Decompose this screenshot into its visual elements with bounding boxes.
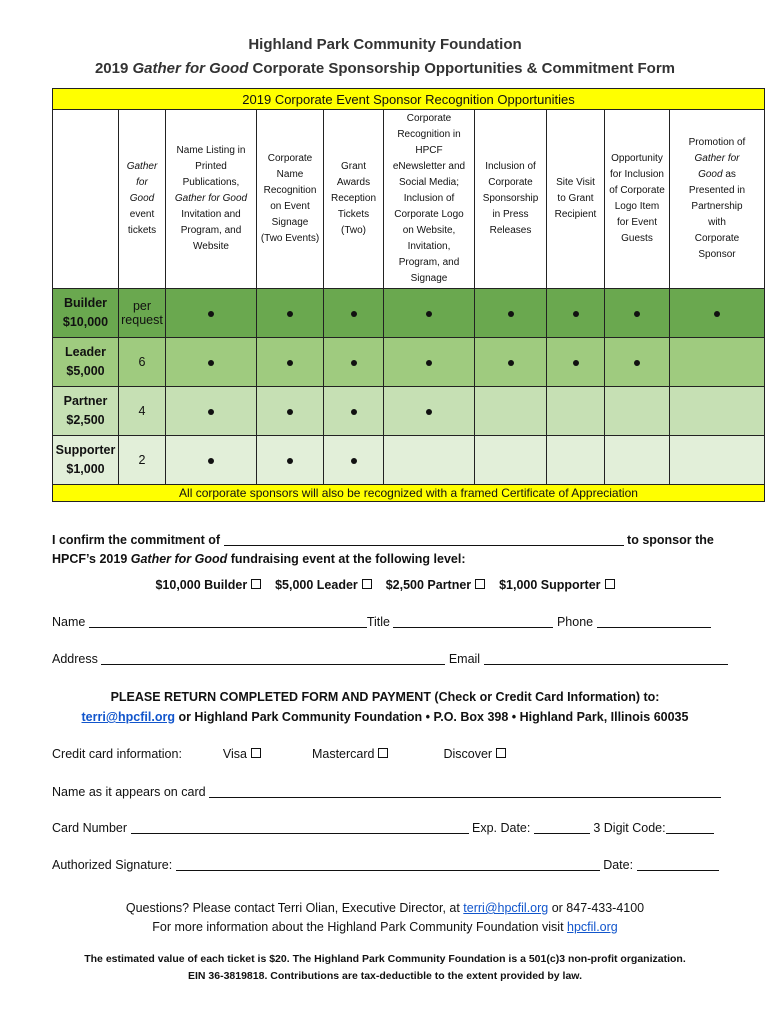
- card-number-field[interactable]: [131, 822, 469, 834]
- table-banner: 2019 Corporate Event Sponsor Recognition Opportunities: [53, 89, 765, 110]
- row-tickets: 2: [119, 436, 166, 485]
- benefit-dot: [287, 458, 293, 464]
- tax-note-1: The estimated value of each ticket is $20. The Highland Park Community Foundation is a 501(c)3 non-profit organization.: [84, 953, 686, 965]
- benefit-dot: [426, 409, 432, 415]
- row-tickets: 6: [119, 338, 166, 387]
- leader-checkbox[interactable]: [362, 579, 372, 589]
- benefit-dot: [208, 409, 214, 415]
- table-row: [53, 289, 765, 338]
- questions-line: Questions? Please contact Terri Olian, Executive Director, at terri@hpcfil.org or 847-433-4100: [125, 901, 645, 915]
- benefit-dot: [351, 458, 357, 464]
- col-header-signage: Corporate Name Recognition on Event Signage (Two Events): [257, 110, 324, 289]
- benefit-dot: [208, 458, 214, 464]
- title-field[interactable]: [393, 616, 553, 628]
- website-link[interactable]: hpcfil.org: [567, 920, 618, 934]
- exp-date-field[interactable]: [534, 822, 590, 834]
- row-level: Supporter $1,000: [53, 436, 119, 485]
- credit-card-row: Credit card information: Visa Mastercard Discover: [52, 747, 742, 761]
- benefit-dot: [208, 311, 214, 317]
- address-field[interactable]: [101, 653, 445, 665]
- row-level: Builder $10,000: [53, 289, 119, 338]
- benefit-dot: [287, 311, 293, 317]
- tax-note-2: EIN 36-3819818. Contributions are tax-deductible to the extent provided by law.: [187, 970, 583, 982]
- benefit-dot: [634, 311, 640, 317]
- col-header-enewsletter: Corporate Recognition in HPCF eNewsletter and Social Media; Inclusion of Corporate Logo on Website, Invitation, Program, and Signage: [384, 110, 475, 289]
- col-header-promotion: Promotion of Gather for Good as Presented in Partnership with Corporate Sponsor: [670, 110, 765, 289]
- commitment-line: I confirm the commitment of to sponsor the: [52, 533, 714, 547]
- benefit-dot: [351, 409, 357, 415]
- benefit-dot: [208, 360, 214, 366]
- address-row: Address Email: [52, 652, 742, 666]
- benefit-dot: [287, 409, 293, 415]
- col-header-site-visit: Site Visit to Grant Recipient: [547, 110, 605, 289]
- benefit-dot: [287, 360, 293, 366]
- benefit-dot: [573, 311, 579, 317]
- col-header-name-listing: Name Listing in Printed Publications, Gather for Good Invitation and Program, and Website: [166, 110, 257, 289]
- row-level: Partner $2,500: [53, 387, 119, 436]
- builder-checkbox[interactable]: [251, 579, 261, 589]
- signature-row: Authorized Signature: Date:: [52, 858, 742, 872]
- email-field[interactable]: [484, 653, 728, 665]
- row-tickets: per request: [119, 289, 166, 338]
- col-header-press: Inclusion of Corporate Sponsorship in Press Releases: [475, 110, 547, 289]
- col-header-logo-item: Opportunity for Inclusion of Corporate Logo Item for Event Guests: [605, 110, 670, 289]
- org-title: Highland Park Community Foundation: [248, 36, 522, 53]
- col-header-tickets: Gather for Good event tickets: [119, 110, 166, 289]
- row-tickets: 4: [119, 387, 166, 436]
- benefit-dot: [351, 360, 357, 366]
- discover-checkbox[interactable]: [496, 748, 506, 758]
- contact-email-link[interactable]: terri@hpcfil.org: [463, 901, 549, 915]
- col-header-grant-tickets: Grant Awards Reception Tickets (Two): [324, 110, 384, 289]
- benefit-dot: [634, 360, 640, 366]
- table-row: [53, 387, 765, 436]
- table-footer-note: All corporate sponsors will also be recognized with a framed Certificate of Appreciation: [53, 485, 765, 502]
- col-header-level: [53, 110, 119, 289]
- mastercard-checkbox[interactable]: [378, 748, 388, 758]
- benefit-dot: [573, 360, 579, 366]
- date-field[interactable]: [637, 859, 719, 871]
- supporter-checkbox[interactable]: [605, 579, 615, 589]
- visa-checkbox[interactable]: [251, 748, 261, 758]
- sponsor-levels: $10,000 Builder $5,000 Leader $2,500 Partner $1,000 Supporter: [0, 578, 770, 592]
- benefit-dot: [714, 311, 720, 317]
- partner-checkbox[interactable]: [475, 579, 485, 589]
- benefit-dot: [508, 311, 514, 317]
- cvv-field[interactable]: [666, 822, 714, 834]
- benefit-dot: [426, 360, 432, 366]
- return-email-link[interactable]: terri@hpcfil.org: [81, 710, 175, 724]
- commitment-line-2: HPCF’s 2019 Gather for Good fundraising event at the following level:: [52, 552, 466, 566]
- name-field[interactable]: [89, 616, 367, 628]
- benefit-dot: [508, 360, 514, 366]
- name-on-card-field[interactable]: [209, 786, 721, 798]
- table-row: [53, 436, 765, 485]
- sponsorship-table: [52, 88, 765, 502]
- return-address: terri@hpcfil.org or Highland Park Community Foundation • P.O. Box 398 • Highland Park, Illinois 60035: [81, 710, 689, 724]
- name-on-card-row: Name as it appears on card: [52, 785, 742, 799]
- benefit-dot: [351, 311, 357, 317]
- form-subtitle: 2019 Gather for Good Corporate Sponsorship Opportunities & Commitment Form: [94, 60, 676, 77]
- card-number-row: Card Number Exp. Date: 3 Digit Code:: [52, 821, 742, 835]
- phone-field[interactable]: [597, 616, 711, 628]
- table-row: [53, 338, 765, 387]
- name-row: Name Title Phone: [52, 615, 742, 629]
- info-line: For more information about the Highland Park Community Foundation visit hpcfil.org: [152, 920, 618, 934]
- benefit-dot: [426, 311, 432, 317]
- return-heading: PLEASE RETURN COMPLETED FORM AND PAYMENT (Check or Credit Card Information) to:: [110, 690, 660, 704]
- signature-field[interactable]: [176, 859, 600, 871]
- row-level: Leader $5,000: [53, 338, 119, 387]
- company-name-field[interactable]: [224, 534, 624, 546]
